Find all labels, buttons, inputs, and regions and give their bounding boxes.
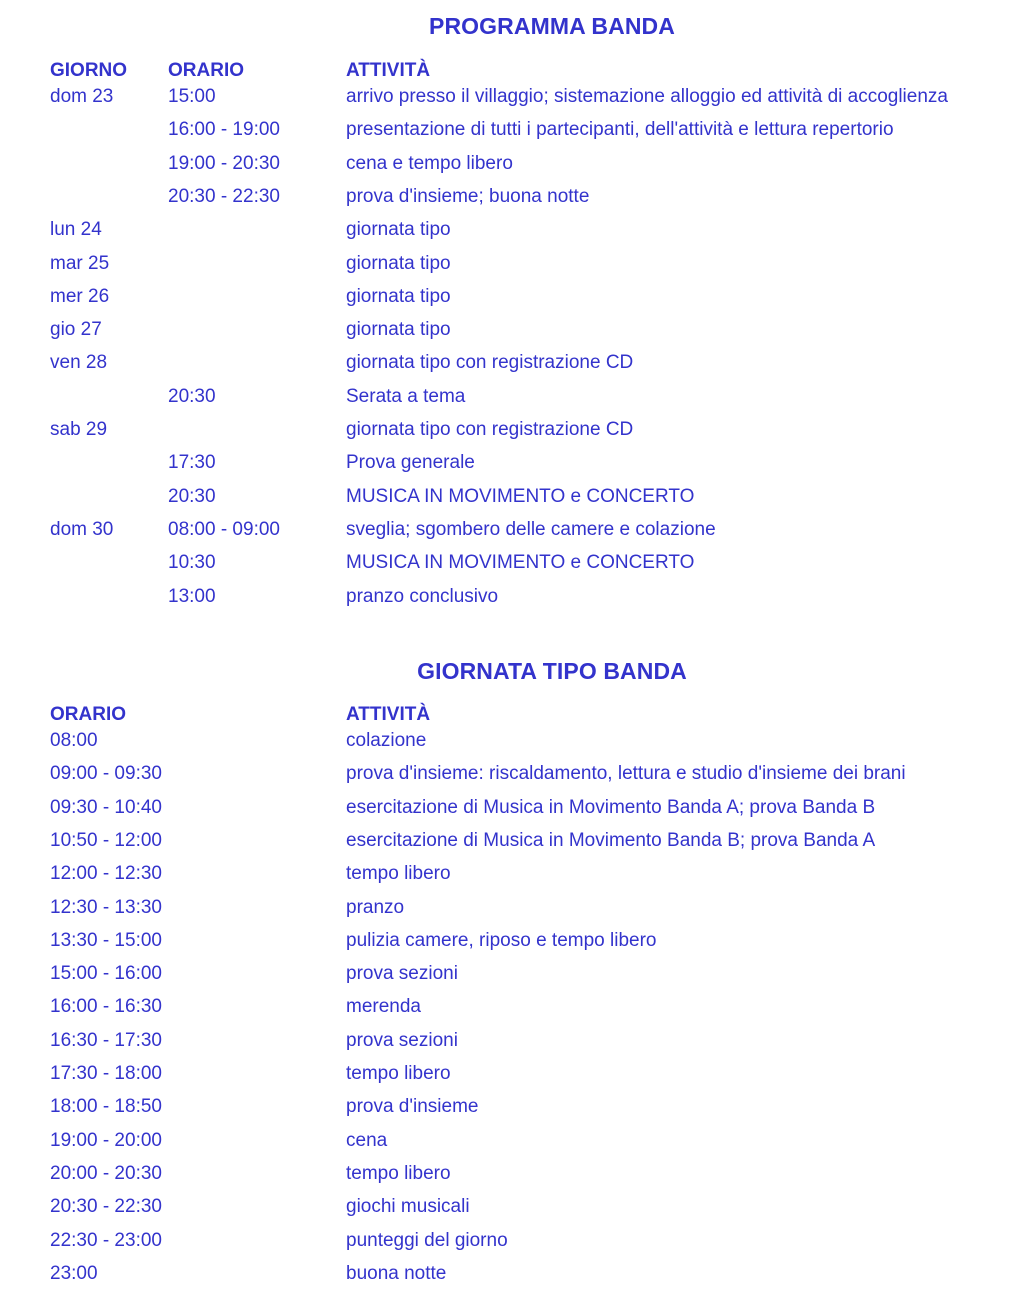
programma-cell-giorno: mar 25 bbox=[50, 252, 110, 274]
programma-row bbox=[0, 153, 1028, 183]
programma-cell-attivita: giornata tipo bbox=[346, 285, 451, 307]
giornata-cell-orario: 10:50 - 12:00 bbox=[50, 829, 162, 851]
giornata-cell-attivita: prova sezioni bbox=[346, 1029, 458, 1051]
programma-header-giorno: GIORNO bbox=[50, 60, 128, 81]
programma-cell-attivita: cena e tempo libero bbox=[346, 152, 513, 174]
giornata-cell-orario: 23:00 bbox=[50, 1262, 98, 1284]
programma-cell-giorno: sab 29 bbox=[50, 419, 108, 440]
programma-row bbox=[0, 186, 1028, 216]
giornata-row bbox=[0, 897, 1028, 927]
giornata-cell-orario: 20:00 - 20:30 bbox=[50, 1162, 162, 1184]
programma-row bbox=[0, 286, 1028, 316]
giornata-row bbox=[0, 1230, 1028, 1260]
programma-row bbox=[0, 352, 1028, 382]
giornata-cell-orario: 16:00 - 16:30 bbox=[50, 996, 162, 1018]
programma-header-orario: ORARIO bbox=[168, 60, 244, 81]
programma-title: PROGRAMMA BANDA bbox=[429, 13, 675, 39]
giornata-cell-orario: 13:30 - 15:00 bbox=[50, 929, 162, 951]
giornata-title: GIORNATA TIPO BANDA bbox=[417, 658, 687, 684]
giornata-cell-attivita: tempo libero bbox=[346, 863, 451, 885]
giornata-row bbox=[0, 996, 1028, 1026]
giornata-cell-attivita: tempo libero bbox=[346, 1063, 451, 1084]
giornata-cell-orario: 09:00 - 09:30 bbox=[50, 763, 162, 785]
giornata-cell-orario: 19:00 - 20:00 bbox=[50, 1129, 162, 1151]
programma-row bbox=[0, 452, 1028, 482]
programma-row bbox=[0, 119, 1028, 149]
giornata-cell-attivita: colazione bbox=[346, 730, 427, 751]
programma-row bbox=[0, 586, 1028, 616]
programma-cell-attivita: MUSICA IN MOVIMENTO e CONCERTO bbox=[346, 485, 695, 507]
programma-cell-giorno: gio 27 bbox=[50, 319, 102, 341]
giornata-cell-attivita: merenda bbox=[346, 996, 421, 1018]
giornata-header-attivita: ATTIVITÀ bbox=[346, 704, 431, 725]
giornata-cell-attivita: prova sezioni bbox=[346, 963, 458, 985]
programma-cell-orario: 20:30 bbox=[168, 485, 216, 507]
giornata-row bbox=[0, 730, 1028, 760]
giornata-row bbox=[0, 763, 1028, 793]
giornata-row bbox=[0, 797, 1028, 827]
programma-cell-orario: 17:30 bbox=[168, 452, 216, 474]
programma-cell-attivita: giornata tipo bbox=[346, 219, 451, 241]
giornata-cell-attivita: giochi musicali bbox=[346, 1196, 470, 1218]
giornata-row bbox=[0, 930, 1028, 960]
programma-cell-attivita: giornata tipo bbox=[346, 319, 451, 341]
giornata-cell-attivita: cena bbox=[346, 1129, 388, 1151]
programma-cell-orario: 15:00 bbox=[168, 86, 216, 107]
programma-row bbox=[0, 253, 1028, 283]
programma-header-attivita: ATTIVITÀ bbox=[346, 60, 431, 81]
programma-cell-giorno: lun 24 bbox=[50, 219, 102, 241]
programma-cell-attivita: sveglia; sgombero delle camere e colazione bbox=[346, 518, 716, 540]
programma-cell-giorno: dom 30 bbox=[50, 518, 114, 540]
programma-cell-orario: 20:30 - 22:30 bbox=[168, 185, 280, 207]
programma-cell-orario: 20:30 bbox=[168, 385, 216, 407]
programma-row bbox=[0, 386, 1028, 416]
giornata-cell-attivita: pulizia camere, riposo e tempo libero bbox=[346, 929, 657, 951]
giornata-row bbox=[0, 1030, 1028, 1060]
programma-row bbox=[0, 219, 1028, 249]
programma-cell-attivita: giornata tipo con registrazione CD bbox=[346, 352, 634, 374]
programma-row bbox=[0, 419, 1028, 449]
giornata-cell-orario: 09:30 - 10:40 bbox=[50, 796, 162, 818]
programma-cell-attivita: prova d'insieme; buona notte bbox=[346, 185, 590, 207]
programma-cell-attivita: Serata a tema bbox=[346, 385, 466, 407]
giornata-cell-attivita: prova d'insieme bbox=[346, 1096, 479, 1118]
programma-row bbox=[0, 486, 1028, 516]
giornata-row bbox=[0, 1063, 1028, 1093]
giornata-row bbox=[0, 1263, 1028, 1293]
giornata-row bbox=[0, 830, 1028, 860]
programma-cell-giorno: ven 28 bbox=[50, 352, 108, 374]
giornata-cell-orario: 08:00 bbox=[50, 730, 98, 751]
giornata-row bbox=[0, 1130, 1028, 1160]
programma-cell-orario: 08:00 - 09:00 bbox=[168, 518, 280, 540]
programma-row bbox=[0, 552, 1028, 582]
giornata-cell-orario: 18:00 - 18:50 bbox=[50, 1096, 162, 1118]
programma-cell-attivita: giornata tipo con registrazione CD bbox=[346, 419, 634, 440]
giornata-row bbox=[0, 1163, 1028, 1193]
programma-cell-attivita: giornata tipo bbox=[346, 252, 451, 274]
programma-cell-orario: 10:30 bbox=[168, 552, 216, 574]
giornata-cell-attivita: pranzo bbox=[346, 896, 405, 918]
giornata-cell-attivita: buona notte bbox=[346, 1262, 447, 1284]
giornata-cell-orario: 17:30 - 18:00 bbox=[50, 1063, 162, 1084]
giornata-cell-orario: 12:30 - 13:30 bbox=[50, 896, 162, 918]
programma-cell-attivita: arrivo presso il villaggio; sistemazione alloggio ed attività di accoglienza bbox=[346, 86, 948, 107]
giornata-cell-orario: 16:30 - 17:30 bbox=[50, 1029, 162, 1051]
giornata-cell-orario: 20:30 - 22:30 bbox=[50, 1196, 162, 1218]
programma-cell-attivita: presentazione di tutti i partecipanti, dell'attività e lettura repertorio bbox=[346, 119, 894, 141]
programma-cell-orario: 16:00 - 19:00 bbox=[168, 119, 280, 141]
programma-cell-orario: 13:00 bbox=[168, 585, 216, 607]
giornata-cell-attivita: esercitazione di Musica in Movimento Banda B; prova Banda A bbox=[346, 829, 876, 851]
programma-cell-attivita: MUSICA IN MOVIMENTO e CONCERTO bbox=[346, 552, 695, 574]
programma-row bbox=[0, 519, 1028, 549]
giornata-row bbox=[0, 863, 1028, 893]
giornata-cell-attivita: esercitazione di Musica in Movimento Banda A; prova Banda B bbox=[346, 796, 876, 818]
programma-cell-attivita: pranzo conclusivo bbox=[346, 585, 499, 607]
programma-row bbox=[0, 319, 1028, 349]
programma-cell-attivita: Prova generale bbox=[346, 452, 475, 474]
giornata-cell-orario: 22:30 - 23:00 bbox=[50, 1229, 162, 1251]
giornata-cell-orario: 12:00 - 12:30 bbox=[50, 863, 162, 885]
programma-cell-orario: 19:00 - 20:30 bbox=[168, 152, 280, 174]
giornata-row bbox=[0, 1096, 1028, 1126]
giornata-cell-attivita: tempo libero bbox=[346, 1162, 451, 1184]
programma-cell-giorno: dom 23 bbox=[50, 86, 114, 107]
giornata-cell-attivita: punteggi del giorno bbox=[346, 1229, 508, 1251]
giornata-cell-attivita: prova d'insieme: riscaldamento, lettura e studio d'insieme dei brani bbox=[346, 763, 906, 785]
programma-row bbox=[0, 86, 1028, 116]
giornata-cell-orario: 15:00 - 16:00 bbox=[50, 963, 162, 985]
giornata-row bbox=[0, 1196, 1028, 1226]
giornata-row bbox=[0, 963, 1028, 993]
programma-cell-giorno: mer 26 bbox=[50, 285, 110, 307]
giornata-header-orario: ORARIO bbox=[50, 704, 126, 725]
